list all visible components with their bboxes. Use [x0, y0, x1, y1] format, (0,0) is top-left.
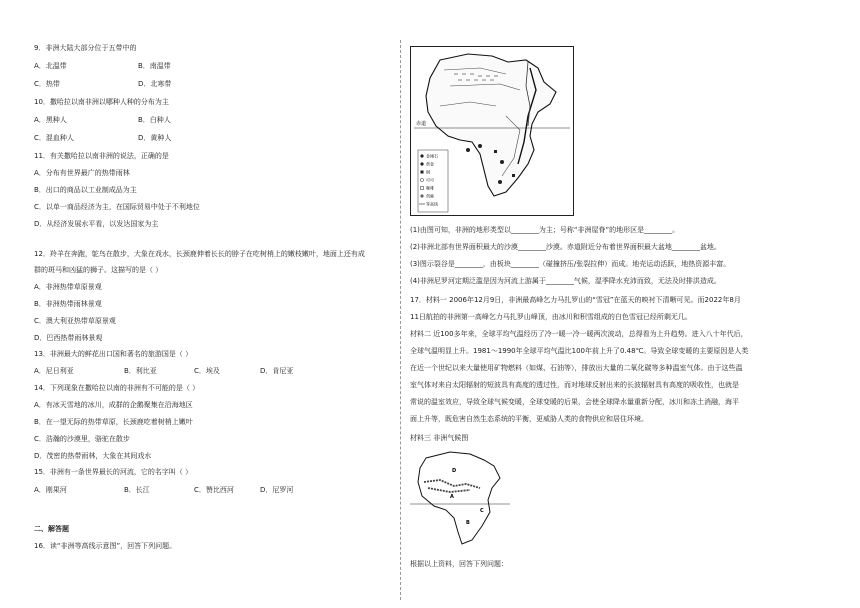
q17-line2: 11日航拍的非洲第一高峰乞力马扎罗山峰顶，由冰川和积雪组成的白色雪冠已经所剩无几。	[410, 313, 692, 321]
q17-line8: 面上升等，既危害自然生态系统的平衡，更威胁人类的食物供应和居住环境。	[410, 415, 648, 423]
q9-option-c: C．热带	[34, 80, 60, 88]
q13-option-b: B．利比亚	[124, 367, 157, 375]
q9-option-d: D．北寒带	[138, 80, 172, 88]
gold-icon	[420, 162, 423, 165]
q12-option-d: D．巴西热带雨林景观	[34, 334, 103, 342]
q15-option-a: A．刚果河	[34, 486, 67, 494]
label-a: A	[450, 494, 454, 500]
legend-item-copper: 铜	[426, 169, 430, 175]
q11-option-b: B．出口的商品以工业制成品为主	[34, 186, 137, 194]
q15-stem: 15．非洲有一条世界最长的河流，它的名字叫（ ）	[34, 468, 193, 476]
diamond-icon	[420, 154, 423, 157]
q14-option-a: A．有冰天雪地的冰川，成群的企鹅聚集在沿海地区	[34, 401, 193, 409]
q12-option-b: B．非洲热带雨林景观	[34, 300, 102, 308]
africa-climate-map	[410, 448, 510, 548]
q12-stem-line2: 群的斑马和凶猛的狮子。这描写的是（ ）	[34, 266, 163, 274]
q15-option-b: B．长江	[124, 486, 150, 494]
legend-item-sisal: 剑麻	[426, 193, 434, 199]
label-c: C	[480, 508, 484, 514]
q11-option-d: D．从经济发展水平看，以发达国家为主	[34, 220, 159, 228]
q13-option-c: C．埃及	[194, 367, 220, 375]
q16-part2: (2)非洲北部有世界面积最大的沙漠________沙漠。赤道附近分布着世界面积最大盆地________盆地。	[410, 243, 721, 251]
material3-caption: 材料三 非洲气候图	[410, 434, 469, 442]
legend-item-cocoa: 可可	[426, 177, 434, 183]
q10-option-d: D．黄种人	[138, 134, 172, 142]
map-legend	[418, 150, 448, 212]
q10-option-a: A．黑种人	[34, 116, 67, 124]
q17-line1: 17．材料一 2006年12月9日，非洲最高峰乞力马扎罗山的“雪冠”在蓝天的映衬下清晰可见。而2022年8月	[410, 296, 741, 304]
q17-line6: 室气体对来自太阳辐射的短波具有高度的透过性，而对地球反射出来的长波辐射具有高度的吸收性，也就是	[410, 381, 739, 389]
q9-option-a: A．北温带	[34, 62, 67, 70]
africa-climate-outline	[418, 452, 500, 544]
q15-option-c: C．赞比西河	[194, 486, 234, 494]
q9-stem: 9．非洲大陆大部分位于五带中的	[34, 44, 137, 52]
q12-stem-line1: 12．羚羊在奔跑，鸵鸟在散步，大象在戏水，长颈鹿伸着长长的脖子在吃树梢上的嫩枝嫩叶，地面上还有成	[34, 250, 365, 258]
q16-part1: (1)由图可知，非洲的地形类型以________为主；号称“非洲屋脊”的地形区是________。	[410, 226, 680, 234]
q17-line4: 全球气温明显上升。1981～1990年全球平均气温比100年前上升了0.48℃。导致全球变暖的主要原因是人类	[410, 347, 749, 355]
q10-option-c: C．混血种人	[34, 134, 74, 142]
label-b: B	[466, 520, 470, 526]
q17-line5: 在近一个世纪以来大量使用矿物燃料（如煤、石油等），排放出大量的二氧化碳等多种温室气体。由于这些温	[410, 364, 743, 372]
q15-option-d: D．尼罗河	[260, 486, 294, 494]
q12-option-a: A．非洲热带草原景观	[34, 283, 102, 291]
q11-option-a: A．分布有世界最广的热带雨林	[34, 169, 130, 177]
closing-prompt: 根据以上资料，回答下列问题：	[410, 560, 508, 568]
q11-option-c: C．以单一商品经济为主，在国际贸易中处于不利地位	[34, 203, 200, 211]
q17-line3: 材料二 近100多年来，全球平均气温经历了冷一暖一冷一暖两次波动，总得看为上升趋势。进入八十年代后，	[410, 330, 748, 338]
legend-item-diamond: 金刚石	[426, 153, 438, 159]
q14-stem: 14．下列现象在撒哈拉以南的非洲有不可能的是（ ）	[34, 384, 200, 392]
q10-stem: 10．撒哈拉以南非洲以哪种人种的分布为主	[34, 98, 169, 106]
sisal-icon	[420, 194, 423, 197]
q12-option-c: C．澳大利亚热带草原景观	[34, 317, 116, 325]
q16-stem: 16．读“非洲等高线示意图”，回答下列问题。	[34, 542, 177, 550]
legend-item-coffee: 咖啡	[426, 185, 434, 191]
legend-item-contour: 等高线	[426, 201, 438, 207]
q16-part3: (3)图示裂谷是________，由板块________（碰撞挤压/张裂拉伸）而成。地壳运动活跃，地热资源丰富。	[410, 260, 731, 268]
q14-option-b: B．在一望无际的热带草原，长颈鹿吃着树梢上嫩叶	[34, 418, 193, 426]
section-heading: 二、解答题	[34, 525, 69, 533]
q13-option-d: D．肯尼亚	[260, 367, 294, 375]
q10-option-b: B．白种人	[138, 116, 171, 124]
q11-stem: 11．有关撒哈拉以南非洲的说法，正确的是	[34, 152, 169, 160]
equator-label: 赤道	[416, 121, 427, 127]
q13-stem: 13．非洲最大的鲜花出口国和著名的旅游国是（ ）	[34, 350, 193, 358]
q14-option-c: C．浩瀚的沙漠里，骆驼在散步	[34, 435, 130, 443]
q17-line7: 常说的温室效应，导致全球气候变暖，全球变暖的后果，会使全球降水量重新分配，冰川和冻土消融，海平	[410, 398, 739, 406]
copper-icon	[421, 171, 424, 174]
q9-option-b: B．南温带	[138, 62, 171, 70]
legend-item-gold: 黄金	[426, 161, 434, 167]
q16-part4: (4)非洲尼罗河定期泛滥是因为河流上游属于________气候，湿季降水充沛而致，无法及时排洪造成。	[410, 277, 721, 285]
q13-option-a: A．尼日利亚	[34, 367, 74, 375]
column-divider	[400, 40, 401, 600]
q14-option-d: D．茂密的热带雨林，大象在其间戏水	[34, 452, 152, 460]
label-d: D	[452, 468, 457, 474]
africa-contour-map	[410, 46, 574, 216]
